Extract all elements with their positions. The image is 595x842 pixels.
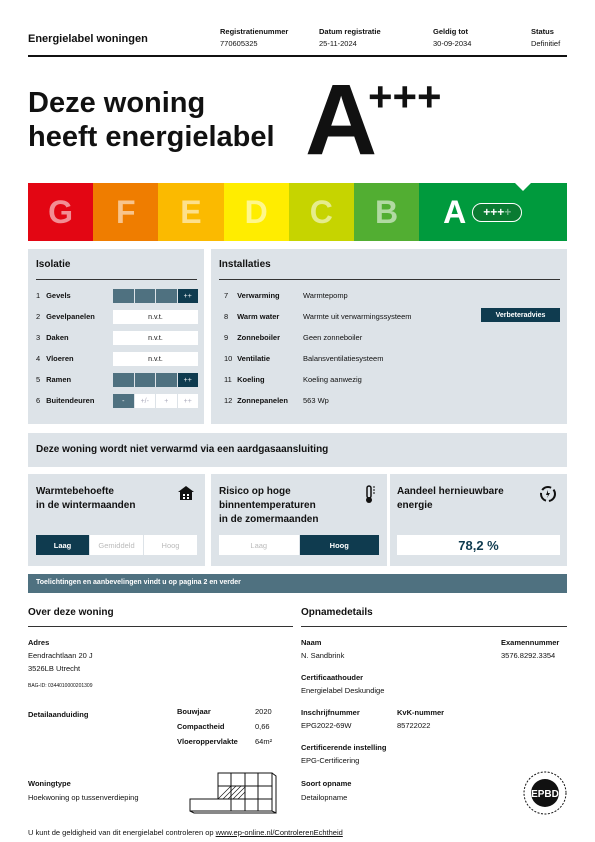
- card-title-line: energie: [397, 500, 433, 511]
- houder-value: Energielabel Deskundige: [301, 686, 385, 695]
- header-label: Status: [531, 27, 554, 36]
- row-number: 2: [36, 312, 41, 321]
- card-title-line: in de wintermaanden: [36, 500, 136, 511]
- row-number: 6: [36, 396, 41, 405]
- hero-label-letter: A: [305, 64, 378, 176]
- epbd-logo-text: EPBD: [531, 789, 559, 800]
- inschrijf-value: EPG2022-69W: [301, 721, 352, 730]
- header-divider: [28, 55, 567, 57]
- row-label: Vloeren: [46, 354, 74, 363]
- scale-letter: C: [309, 193, 333, 230]
- scale-segment-g: [28, 183, 93, 241]
- installatie-value: Koeling aanwezig: [303, 375, 362, 384]
- scale-segment-b: [354, 183, 419, 241]
- instelling-label: Certificerende instelling: [301, 743, 387, 752]
- header-value: 30-09-2034: [433, 39, 472, 48]
- hero-heading: [28, 86, 275, 154]
- isolatie-rating-bar: [113, 289, 198, 303]
- scale-segment-f: [93, 183, 158, 241]
- compact-value: 0,66: [255, 722, 270, 731]
- house-icon: [177, 485, 195, 506]
- installatie-value: Balansventilatiesysteem: [303, 354, 384, 363]
- row-number: 9: [224, 333, 229, 342]
- rating-cell: +: [156, 394, 177, 408]
- thermometer-icon: [361, 484, 377, 509]
- scale-letter: B: [374, 193, 399, 230]
- isolatie-nvt-box: n.v.t.: [113, 310, 198, 324]
- installatie-row: [224, 312, 279, 322]
- row-label: Gevels: [46, 291, 71, 300]
- card-title-line: in de zomermaanden: [219, 514, 319, 525]
- footer: [28, 828, 343, 837]
- isolatie-rating-bar: [113, 373, 198, 387]
- scale-segment-e: [158, 183, 223, 241]
- header-value: 25-11-2024: [319, 39, 357, 48]
- row-number: 7: [224, 291, 229, 300]
- isolatie-row-label: [36, 333, 69, 343]
- isolatie-nvt-box: n.v.t.: [113, 352, 198, 366]
- gas-note-text: Deze woning wordt niet verwarmd via een aardgasaansluiting: [36, 444, 329, 455]
- over-rule: [28, 626, 293, 627]
- detail-label: Detailaanduiding: [28, 710, 89, 719]
- scale-option: Gemiddeld: [90, 535, 144, 555]
- compact-label: Compactheid: [177, 722, 225, 731]
- row-label: Verwarming: [237, 291, 280, 300]
- row-label: Koeling: [237, 375, 265, 384]
- risico-title: [219, 485, 318, 527]
- naam-label: Naam: [301, 638, 322, 647]
- woningtype-value: Hoekwoning op tussenverdieping: [28, 793, 139, 802]
- footer-link[interactable]: www.ep-online.nl/ControlerenEchtheid: [215, 828, 343, 837]
- scale-letter: G: [48, 193, 74, 230]
- vloer-label: Vloeroppervlakte: [177, 737, 238, 746]
- recycle-icon: [538, 484, 558, 509]
- scale-option: Laag: [219, 535, 300, 555]
- scale-option: Hoog: [144, 535, 198, 555]
- isolatie-title: Isolatie: [36, 259, 71, 270]
- header-registratienummer: [220, 26, 288, 50]
- header-value: 770605325: [220, 39, 258, 48]
- installatie-value: Warmtepomp: [303, 291, 348, 300]
- header-label: Geldig tot: [433, 27, 468, 36]
- row-number: 8: [224, 312, 229, 321]
- kvk-label: KvK-nummer: [397, 708, 445, 717]
- installatie-row: [224, 354, 270, 364]
- rating-cell: ++: [178, 373, 199, 387]
- row-label: Ramen: [46, 375, 72, 384]
- row-number: 3: [36, 333, 41, 342]
- hero-label-plus: +++: [368, 73, 442, 120]
- scale-letter: E: [180, 193, 202, 230]
- scale-segment-a: [419, 183, 567, 241]
- hero-line-2: heeft energielabel: [28, 121, 275, 153]
- header-value: Definitief: [531, 39, 561, 48]
- adres-line-1: Eendrachtlaan 20 J: [28, 651, 93, 660]
- epbd-logo-icon: [522, 770, 568, 816]
- footer-text: U kunt de geldigheid van dit energielabel controleren op: [28, 828, 216, 837]
- scale-plus-ghost: +: [504, 204, 512, 219]
- document-title: Energielabel woningen: [28, 33, 148, 45]
- risico-scale: [219, 535, 380, 555]
- header-datum: [319, 26, 381, 50]
- rating-cell: [156, 373, 177, 387]
- hero-line-1: Deze woning: [28, 87, 206, 119]
- header-status: [531, 26, 560, 50]
- warmtebehoefte-title: [36, 485, 135, 513]
- exam-value: 3576.8292.3354: [501, 651, 556, 660]
- card-title-line: Risico op hoge: [219, 486, 291, 497]
- scale-option: Laag: [36, 535, 90, 555]
- scale-option: Hoog: [300, 535, 381, 555]
- card-title-line: binnentemperaturen: [219, 500, 316, 511]
- header-geldig: [433, 26, 471, 50]
- houder-label: Certificaathouder: [301, 673, 364, 682]
- building-icon: [188, 771, 278, 820]
- row-label: Zonnepanelen: [237, 396, 288, 405]
- card-title-line: Aandeel hernieuwbare: [397, 486, 504, 497]
- bouwjaar-label: Bouwjaar: [177, 707, 211, 716]
- header-label: Datum registratie: [319, 27, 381, 36]
- woningtype-label: Woningtype: [28, 779, 71, 788]
- installatie-row: [224, 291, 280, 301]
- bag-id: BAG-ID: 0344010000201309: [28, 683, 93, 689]
- row-number: 12: [224, 396, 233, 405]
- isolatie-row-label: [36, 354, 74, 364]
- rating-cell: ++: [178, 394, 199, 408]
- kvk-value: 85722022: [397, 721, 431, 730]
- warmtebehoefte-scale: [36, 535, 198, 555]
- scale-pointer-icon: [515, 183, 531, 191]
- isolatie-row-label: [36, 312, 95, 322]
- rating-cell: ++: [178, 289, 199, 303]
- adres-label: Adres: [28, 638, 50, 647]
- rating-cell: [135, 373, 156, 387]
- inschrijf-label: Inschrijfnummer: [301, 708, 360, 717]
- verbeteradvies-button[interactable]: Verbeteradvies: [481, 308, 560, 322]
- over-title: Over deze woning: [28, 607, 114, 618]
- installatie-row: [224, 333, 280, 343]
- scale-plus-text: +++: [483, 204, 505, 219]
- installatie-value: 563 Wp: [303, 396, 329, 405]
- installaties-title: Installaties: [219, 259, 271, 270]
- isolatie-rule: [36, 279, 197, 280]
- row-number: 4: [36, 354, 41, 363]
- adres-line-2: 3526LB Utrecht: [28, 664, 81, 673]
- row-label: Gevelpanelen: [46, 312, 95, 321]
- isolatie-row-label: [36, 291, 71, 301]
- instelling-value: EPG-Certificering: [301, 756, 360, 765]
- row-number: 5: [36, 375, 41, 384]
- scale-letter: A: [443, 193, 467, 230]
- rating-cell: +/-: [135, 394, 156, 408]
- scale-segment-c: [289, 183, 354, 241]
- isolatie-nvt-box: n.v.t.: [113, 331, 198, 345]
- opname-rule: [301, 626, 567, 627]
- opname-title: Opnamedetails: [301, 607, 373, 618]
- rating-cell: -: [113, 394, 134, 408]
- rating-cell: [113, 373, 134, 387]
- row-label: Buitendeuren: [46, 396, 95, 405]
- installaties-rule: [219, 279, 560, 280]
- vloer-value: 64m²: [255, 737, 273, 746]
- header-label: Registratienummer: [220, 27, 289, 36]
- scale-letter: F: [116, 193, 136, 230]
- soort-value: Detailopname: [301, 793, 348, 802]
- row-label: Zonneboiler: [237, 333, 281, 342]
- row-label: Daken: [46, 333, 69, 342]
- rating-cell: [135, 289, 156, 303]
- naam-value: N. Sandbrink: [301, 651, 345, 660]
- hernieuwbaar-value: 78,2 %: [397, 535, 560, 555]
- isolatie-row-label: [36, 396, 94, 406]
- rating-cell: [113, 289, 134, 303]
- bouwjaar-value: 2020: [255, 707, 272, 716]
- soort-label: Soort opname: [301, 779, 352, 788]
- row-label: Ventilatie: [237, 354, 271, 363]
- scale-letter: D: [244, 193, 268, 230]
- row-number: 1: [36, 291, 41, 300]
- installatie-value: Geen zonneboiler: [303, 333, 363, 342]
- row-label: Warm water: [237, 312, 280, 321]
- hernieuwbaar-title: [397, 485, 504, 513]
- isolatie-row-label: [36, 375, 71, 385]
- card-title-line: Warmtebehoefte: [36, 486, 114, 497]
- installatie-row: [224, 396, 288, 406]
- rating-cell: [156, 289, 177, 303]
- exam-label: Examennummer: [501, 638, 560, 647]
- energy-scale: [28, 183, 567, 241]
- scale-plus-badge: [472, 203, 522, 222]
- scale-segment-d: [224, 183, 289, 241]
- row-number: 11: [224, 375, 232, 384]
- row-number: 10: [224, 354, 233, 363]
- isolatie-rating-scale: [113, 394, 198, 408]
- installatie-row: [224, 375, 265, 385]
- installatie-value: Warmte uit verwarmingssysteem: [303, 312, 412, 321]
- toelichting-text: Toelichtingen en aanbevelingen vindt u op pagina 2 en verder: [36, 579, 241, 586]
